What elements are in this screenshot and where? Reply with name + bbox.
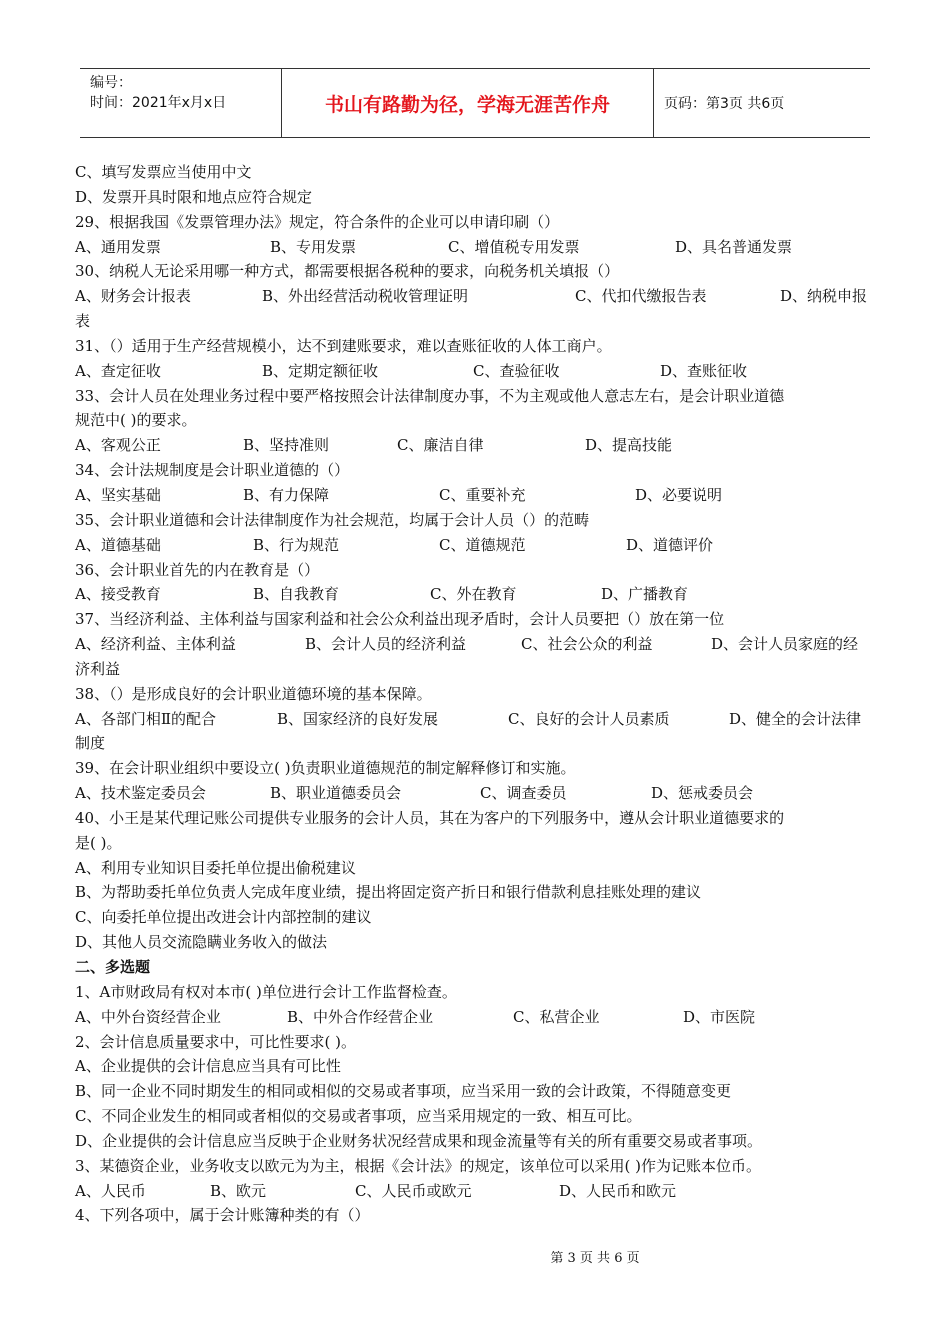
- answer-option: D、广播教育: [601, 585, 689, 604]
- text-line: 40、小王是某代理记账公司提供专业服务的会计人员，其在为客户的下列服务中，遵从会计职业道德要求的: [75, 808, 785, 827]
- answer-option: D、道德评价: [626, 535, 714, 554]
- answer-option: A、查定征收: [75, 361, 161, 380]
- text-line: 33、会计人员在处理业务过程中要严格按照会计法律制度办事，不为主观或他人意志左右，是会计职业道德: [75, 386, 785, 405]
- answer-option: A、人民币: [75, 1181, 146, 1200]
- answer-option: A、经济利益、主体利益: [75, 635, 236, 654]
- page-indicator: 页码：第3页 共6页: [664, 96, 785, 112]
- text-line: B、为帮助委托单位负责人完成年度业绩，提出将固定资产折日和银行借款利息挂账处理的建议: [75, 883, 702, 902]
- text-line: 36、会计职业首先的内在教育是（）: [75, 560, 320, 579]
- answer-option: C、调查委员: [480, 784, 567, 803]
- answer-option: B、有力保障: [243, 485, 330, 504]
- answer-option: C、良好的会计人员素质: [508, 709, 670, 728]
- text-line: D、其他人员交流隐瞒业务收入的做法: [75, 933, 328, 952]
- text-line: A、利用专业知识目委托单位提出偷税建议: [75, 858, 356, 877]
- answer-option: A、通用发票: [75, 237, 161, 256]
- answer-option: B、坚持准则: [243, 436, 330, 455]
- page-header: [80, 68, 870, 138]
- text-line: C、填写发票应当使用中文: [75, 163, 252, 181]
- code-label: 编号：: [90, 75, 132, 91]
- answer-option: B、定期定额征收: [262, 361, 379, 380]
- text-line: 30、纳税人无论采用哪一种方式，都需要根据各税种的要求，向税务机关填报（）: [75, 262, 620, 281]
- answer-option: B、外出经营活动税收管理证明: [262, 287, 469, 306]
- answer-option: D、市医院: [683, 1007, 756, 1026]
- answer-option: C、增值税专用发票: [448, 237, 580, 256]
- document-body: [75, 160, 880, 1228]
- answer-option: C、外在教育: [430, 585, 517, 604]
- answer-option: B、会计人员的经济利益: [305, 635, 467, 654]
- answer-option: C、人民币或欧元: [355, 1181, 472, 1200]
- text-line: B、同一企业不同时期发生的相同或相似的交易或者事项，应当采用一致的会计政策，不得随意变更: [75, 1082, 732, 1101]
- answer-option: C、私营企业: [513, 1007, 600, 1026]
- answer-option: A、道德基础: [75, 535, 161, 554]
- answer-option: B、欧元: [210, 1181, 267, 1200]
- option-row: [75, 284, 880, 309]
- text-line: 3、某德资企业，业务收支以欧元为为主，根据《会计法》的规定，该单位可以采用( )作为记账本位币。: [75, 1156, 762, 1175]
- option-row: [75, 582, 880, 607]
- answer-option: B、国家经济的良好发展: [277, 709, 439, 728]
- header-meta: [80, 69, 282, 137]
- answer-option: D、必要说明: [635, 485, 723, 504]
- text-line: 37、当经济利益、主体利益与国家利益和社会公众利益出现矛盾时，会计人员要把（）放在第一位: [75, 610, 725, 629]
- answer-option: A、技术鉴定委员会: [75, 784, 206, 803]
- text-line: 34、会计法规制度是会计职业道德的（）: [75, 461, 350, 480]
- option-row: [75, 707, 880, 732]
- answer-option: B、中外合作经营企业: [287, 1007, 434, 1026]
- text-line: C、不同企业发生的相同或者相似的交易或者事项，应当采用规定的一致、相互可比。: [75, 1107, 642, 1126]
- option-row: [75, 781, 880, 806]
- option-row: [75, 235, 880, 260]
- text-line: 4、下列各项中，属于会计账簿种类的有（）: [75, 1206, 370, 1225]
- text-line: D、发票开具时限和地点应符合规定: [75, 187, 313, 206]
- answer-option: B、行为规范: [253, 535, 340, 554]
- option-row: [75, 533, 880, 558]
- answer-option: D、健全的会计法律: [729, 709, 862, 728]
- answer-option: D、会计人员家庭的经: [711, 635, 859, 654]
- answer-option: A、坚实基础: [75, 485, 161, 504]
- option-row: [75, 359, 880, 384]
- answer-option: A、财务会计报表: [75, 287, 191, 306]
- option-row: [75, 1179, 880, 1204]
- answer-option: B、专用发票: [270, 237, 357, 256]
- page-footer: [0, 1247, 950, 1266]
- text-line: D、企业提供的会计信息应当反映于企业财务状况经营成果和现金流量等有关的所有重要交易或者事项。: [75, 1131, 763, 1150]
- answer-option: A、中外台资经营企业: [75, 1007, 221, 1026]
- answer-option: D、人民币和欧元: [559, 1181, 677, 1200]
- answer-option: B、职业道德委员会: [270, 784, 402, 803]
- answer-option: C、社会公众的利益: [521, 635, 653, 654]
- text-line: 济利益: [75, 659, 121, 678]
- option-row: [75, 632, 880, 657]
- text-line: C、向委托单位提出改进会计内部控制的建议: [75, 908, 372, 927]
- text-line: 2、会计信息质量要求中，可比性要求( )。: [75, 1032, 357, 1051]
- answer-option: D、惩戒委员会: [651, 784, 754, 803]
- answer-option: C、道德规范: [439, 535, 526, 554]
- text-line: 制度: [75, 734, 106, 753]
- date-label: 时间：2021年x月x日: [90, 95, 227, 111]
- text-line: 29、根据我国《发票管理办法》规定，符合条件的企业可以申请印刷（）: [75, 212, 560, 231]
- text-line: 35、会计职业道德和会计法律制度作为社会规范，均属于会计人员（）的范畴: [75, 510, 590, 529]
- answer-option: A、接受教育: [75, 585, 161, 604]
- text-line: A、企业提供的会计信息应当具有可比性: [75, 1057, 341, 1076]
- answer-option: D、查账征收: [660, 361, 748, 380]
- answer-option: B、自我教育: [253, 585, 340, 604]
- answer-option: D、提高技能: [585, 436, 673, 455]
- option-row: [75, 483, 880, 508]
- option-row: [75, 1005, 880, 1030]
- answer-option: D、具名普通发票: [675, 237, 793, 256]
- text-line: 39、在会计职业组织中要设立( )负责职业道德规范的制定解释修订和实施。: [75, 759, 576, 778]
- text-line: 规范中( )的要求。: [75, 411, 197, 430]
- text-line: 表: [75, 312, 91, 331]
- answer-option: C、重要补充: [439, 485, 526, 504]
- answer-option: C、代扣代缴报告表: [575, 287, 707, 306]
- text-line: 1、A市财政局有权对本市( )单位进行会计工作监督检查。: [75, 982, 457, 1001]
- option-row: [75, 433, 880, 458]
- answer-option: A、客观公正: [75, 436, 161, 455]
- answer-option: D、纳税申报: [780, 287, 868, 306]
- text-line: 是( )。: [75, 833, 122, 852]
- section-heading: 二、多选题: [75, 958, 151, 976]
- text-line: 31、（）适用于生产经营规模小，达不到建账要求，难以查账征收的人体工商户。: [75, 336, 612, 355]
- text-line: 38、（）是形成良好的会计职业道德环境的基本保障。: [75, 684, 432, 703]
- motto: 书山有路勤为径，学海无涯苦作舟: [282, 69, 654, 137]
- answer-option: A、各部门相Ⅱ的配合: [75, 709, 217, 728]
- answer-option: C、廉洁自律: [397, 436, 484, 455]
- answer-option: C、查验征收: [473, 361, 560, 380]
- footer-page-number: 第 3 页 共 6 页: [550, 1251, 640, 1266]
